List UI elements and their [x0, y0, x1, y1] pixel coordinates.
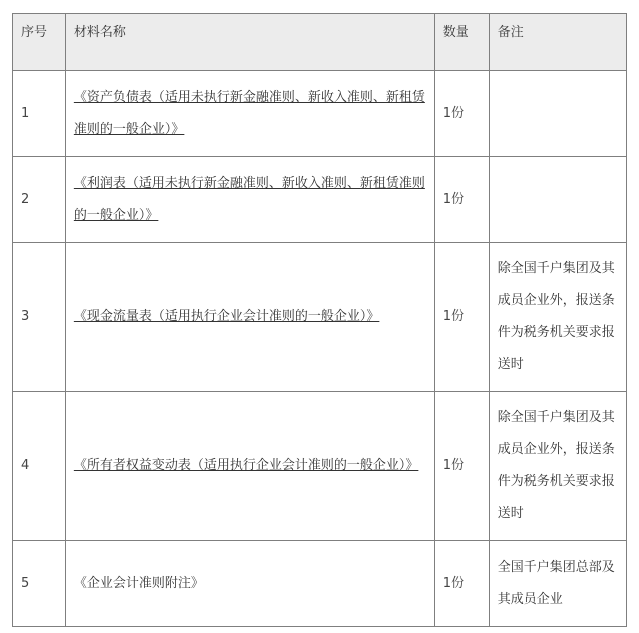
header-qty: 数量 — [434, 14, 489, 71]
row-qty: 1份 — [434, 71, 489, 157]
materials-table — [12, 13, 627, 627]
row-qty: 1份 — [434, 243, 489, 392]
row-no: 3 — [13, 243, 66, 392]
table-row — [13, 71, 627, 157]
row-note: 除全国千户集团及其成员企业外，报送条件为税务机关要求报送时 — [489, 243, 626, 392]
row-name-link[interactable]: 《利润表（适用未执行新金融准则、新收入准则、新租赁准则的一般企业）》 — [65, 157, 434, 243]
row-name-link[interactable]: 《所有者权益变动表（适用执行企业会计准则的一般企业）》 — [65, 392, 434, 541]
row-qty: 1份 — [434, 392, 489, 541]
row-note — [489, 157, 626, 243]
row-note: 除全国千户集团及其成员企业外，报送条件为税务机关要求报送时 — [489, 392, 626, 541]
row-name: 《企业会计准则附注》 — [65, 541, 434, 627]
table-row — [13, 157, 627, 243]
table-row — [13, 243, 627, 392]
row-name-link[interactable]: 《现金流量表（适用执行企业会计准则的一般企业）》 — [65, 243, 434, 392]
table-row — [13, 541, 627, 627]
row-no: 2 — [13, 157, 66, 243]
row-note: 全国千户集团总部及其成员企业 — [489, 541, 626, 627]
header-note: 备注 — [489, 14, 626, 71]
row-no: 5 — [13, 541, 66, 627]
row-no: 1 — [13, 71, 66, 157]
header-name: 材料名称 — [65, 14, 434, 71]
row-note — [489, 71, 626, 157]
table-row — [13, 392, 627, 541]
row-no: 4 — [13, 392, 66, 541]
row-name-link[interactable]: 《资产负债表（适用未执行新金融准则、新收入准则、新租赁准则的一般企业）》 — [65, 71, 434, 157]
row-qty: 1份 — [434, 157, 489, 243]
table-header-row — [13, 14, 627, 71]
header-no: 序号 — [13, 14, 66, 71]
row-qty: 1份 — [434, 541, 489, 627]
